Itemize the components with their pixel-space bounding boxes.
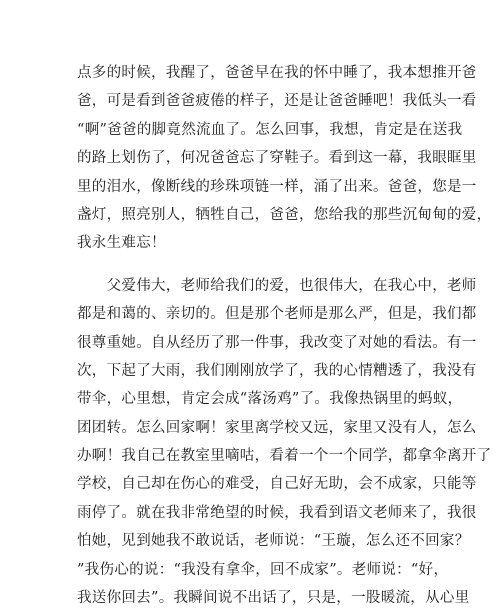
text-line: 带伞，心里想，肯定会成“落汤鸡”了。我像热锅里的蚂蚁， xyxy=(77,391,463,408)
text-line: 很尊重她。自从经历了那一件事，我改变了对她的看法。有一 xyxy=(77,334,477,351)
paragraph-father-story xyxy=(77,59,492,258)
text-line: 盏灯，照亮别人，牺牲自己，爸爸，您给我的那些沉甸甸的爱， xyxy=(77,206,492,223)
text-line: 我送你回去”。我瞬间说不出话了，只是，一股暖流，从心里 xyxy=(77,590,470,607)
paragraph-gap xyxy=(77,258,425,272)
text-line: 里的泪水，像断线的珍珠项链一样，涌了出来。爸爸，您是一 xyxy=(77,178,477,195)
text-line: 学校，自己却在伤心的难受，自己好无助，会不成家，只能等 xyxy=(77,476,477,493)
text-line: 的路上划伤了，何况爸爸忘了穿鞋子。看到这一幕，我眼眶里 xyxy=(77,150,477,167)
text-line: 父爱伟大，老师给我们的爱，也很伟大，在我心中，老师 xyxy=(77,277,477,294)
text-line: 怕她，见到她我不敢说话，老师说：“王璇，怎么还不回家？ xyxy=(77,533,470,550)
text-line: 爸，可是看到爸爸疲倦的样子，还是让爸爸睡吧！我低头一看 xyxy=(77,93,477,110)
paragraph-teacher-story xyxy=(77,272,492,612)
document-page xyxy=(77,59,492,612)
text-line: 次，下起了大雨，我们刚刚放学了，我的心情糟透了，我没有 xyxy=(77,362,477,379)
text-line: 都是和蔼的、亲切的。但是那个老师是那么严，但是，我们都 xyxy=(77,306,477,323)
text-line: 办啊！我自己在教室里嘀咕，看着一个一个同学，都拿伞离开了 xyxy=(77,448,492,465)
text-line: 我永生难忘！ xyxy=(77,235,166,252)
text-line: “啊”爸爸的脚竟然流血了。怎么回事，我想，肯定是在送我 xyxy=(77,121,463,138)
text-line: ”我伤心的说：“我没有拿伞，回不成家”。老师说：“好， xyxy=(77,561,449,578)
text-line: 点多的时候，我醒了，爸爸早在我的怀中睡了，我本想推开爸 xyxy=(77,65,477,81)
text-line: 雨停了。就在我非常绝望的时候，我看到语文老师来了，我很 xyxy=(77,504,477,521)
text-line: 团团转。怎么回家啊！家里离学校又远，家里又没有人，怎么 xyxy=(77,419,477,436)
